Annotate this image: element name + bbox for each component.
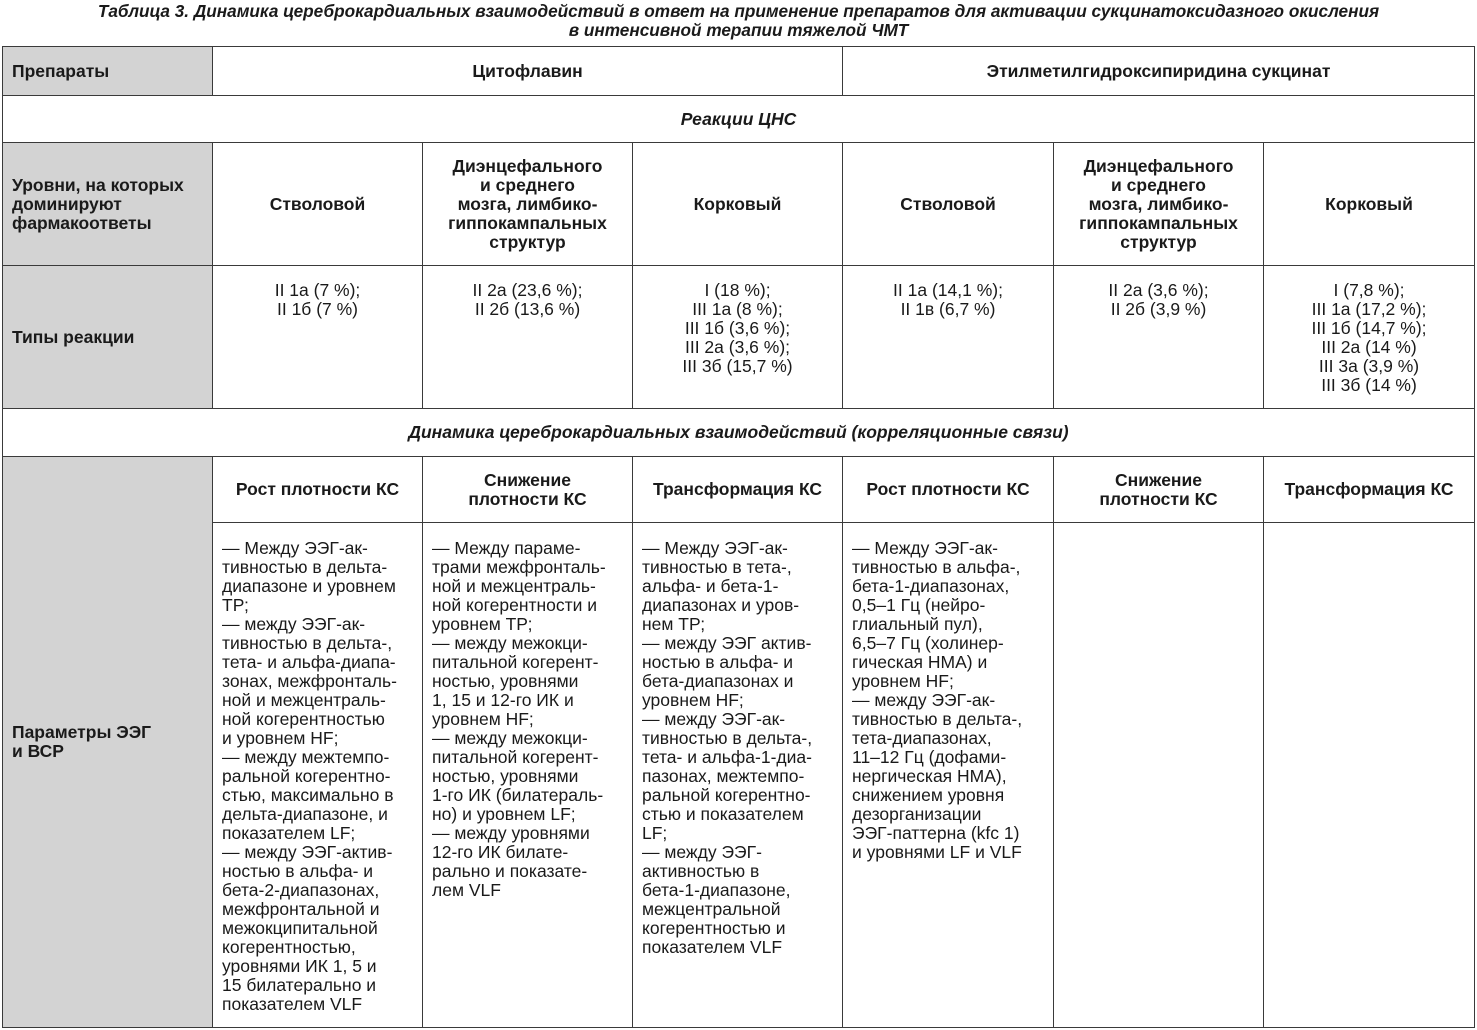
d1-transform-params [633,523,843,1028]
cell-line: — между ЭЭГ- [642,842,762,862]
levels-label [3,143,213,266]
cell-line: I (18 %); [704,280,771,300]
cell-line: ностью, уровнями [432,766,579,786]
cell-line: ной и межцентраль- [432,576,596,596]
cell-line: зонах, межфронталь- [222,671,397,691]
d1-decrease-params [423,523,633,1028]
d1-transform-header: Трансформация КС [633,457,843,523]
caption-line-2: в интенсивной терапии тяжелой ЧМТ [568,20,909,40]
cell-line: — Между ЭЭГ-ак- [222,538,368,558]
row-levels [3,143,1475,266]
cell-line: III 2а (14 %) [1321,337,1417,357]
d2-decrease-header [1054,457,1264,523]
cell-line: и уровнями LF и VLF [852,842,1022,862]
row-params [3,523,1475,1028]
d1-stem-level: Стволовой [213,143,423,266]
cell-line: III 3а (3,9 %) [1318,356,1420,376]
d2-cortex-types [1264,266,1475,409]
level-line: структур [489,231,566,252]
cell-line: 1-го ИК (билатераль- [432,785,604,805]
cell-line: бета-1-диапазоне, [642,880,791,900]
cell-line: 0,5–1 Гц (нейро- [852,595,986,615]
cell-line: 11–12 Гц (дофами- [852,747,1007,767]
cell-line: уровнем HF; [432,709,534,729]
cell-line: бета-1-диапазонах, [852,576,1010,596]
cell-line: тета-диапазонах, [852,728,992,748]
cell-line: ностью, уровнями [432,671,579,691]
cell-line: ностью в альфа- и [642,652,794,672]
cell-line: альфа- и бета-1- [642,576,779,596]
cell-line: тивностью в альфа-, [852,557,1021,577]
cell-line: уровнем HF; [852,671,954,691]
cell-line: — между межокци- [432,728,588,748]
d1-growth-params [213,523,423,1028]
cell-line: показателем VLF [642,937,783,957]
cell-line: ной когерентности и [432,595,598,615]
cell-line: тивностью в тета-, [642,557,792,577]
drug-2-header: Этилметилгидроксипиридина сукцинат [843,47,1475,96]
cell-line: I (7,8 %); [1333,280,1405,300]
cell-line: бета-2-диапазонах, [222,880,380,900]
row-section-cns [3,96,1475,143]
cell-line: уровнем ТР; [432,614,533,634]
cell-line: уровнями ИК 1, 5 и [222,956,377,976]
cell-line: — между уровнями [432,823,590,843]
cell-line: рально и показате- [432,861,588,881]
cell-line: бета-диапазонах и [642,671,794,691]
cell-line: когерентностью, [222,937,356,957]
cell-line: снижением уровня [852,785,1005,805]
cell-line: II 2а (23,6 %); [472,280,583,300]
cell-line: 15 билатерально и [222,975,377,995]
cell-line: II 2б (13,6 %) [474,299,581,319]
cell-line: тета- и альфа-диапа- [222,652,396,672]
level-line: мозга, лимбико- [457,193,598,214]
cell-line: питальной когерент- [432,652,599,672]
cell-line: нергическая НМА), [852,766,1007,786]
cell-line: но) и уровнем LF; [432,804,576,824]
cell-line: — между ЭЭГ-ак- [222,614,366,634]
header-line: Снижение [484,469,571,490]
cell-line: тивностью в дельта- [222,557,388,577]
levels-label-line: фармакоответы [12,212,152,233]
header-line: плотности КС [1099,488,1218,509]
header-line: Снижение [1115,469,1202,490]
level-line: Диэнцефального [452,155,603,176]
d2-growth-header: Рост плотности КС [843,457,1054,523]
cell-line: — между ЭЭГ-ак- [852,690,996,710]
d2-stem-level: Стволовой [843,143,1054,266]
level-line: мозга, лимбико- [1088,193,1229,214]
d2-transform-header: Трансформация КС [1264,457,1475,523]
cell-line: ностью в альфа- и [222,861,374,881]
cell-line: — между ЭЭГ актив- [642,633,812,653]
d2-stem-types [843,266,1054,409]
cell-line: II 2б (3,9 %) [1110,299,1207,319]
cell-line: — Между параме- [432,538,581,558]
d1-growth-header: Рост плотности КС [213,457,423,523]
d1-diencephalic-level [423,143,633,266]
row-params-header [3,457,1475,523]
d1-cortex-level: Корковый [633,143,843,266]
cell-line: III 1б (3,6 %); [684,318,791,338]
cell-line: дельта-диапазоне, и [222,804,388,824]
level-line: и среднего [480,174,575,195]
d2-transform-params [1264,523,1475,1028]
level-line: гиппокампальных [1079,212,1238,233]
cell-line: 6,5–7 Гц (холинер- [852,633,1004,653]
cell-line: II 1а (7 %); [274,280,361,300]
d2-diencephalic-types [1054,266,1264,409]
cell-line: — Между ЭЭГ-ак- [642,538,788,558]
cell-line: показателем VLF [222,994,363,1014]
cell-line: 1, 15 и 12-го ИК и [432,690,574,710]
cell-line: межцентральной [642,899,781,919]
cell-line: — между межтемпо- [222,747,390,767]
level-line: гиппокампальных [448,212,607,233]
cell-line: и уровнем HF; [222,728,339,748]
levels-label-line: доминируют [12,193,122,214]
cell-line: показателем LF; [222,823,356,843]
cell-line: — между межокци- [432,633,588,653]
cell-line: тивностью в дельта-, [642,728,813,748]
cell-line: глиальный пул), [852,614,983,634]
row-drugs [3,47,1475,96]
table-caption [0,0,1477,44]
d2-growth-params [843,523,1054,1028]
d1-stem-types [213,266,423,409]
cell-line: II 2а (3,6 %); [1108,280,1209,300]
cell-line: лем VLF [432,880,501,900]
cell-line: ной когерентностью [222,709,385,729]
cell-line: II 1б (7 %) [276,299,358,319]
cell-line: гическая НМА) и [852,652,988,672]
cell-line: когерентностью и [642,918,786,938]
level-line: структур [1120,231,1197,252]
cell-line: II 1а (14,1 %); [893,280,1003,300]
d1-cortex-types [633,266,843,409]
cell-line: III 3б (14 %) [1321,375,1417,395]
cell-line: — между ЭЭГ-актив- [222,842,393,862]
cell-line: — Между ЭЭГ-ак- [852,538,998,558]
d2-cortex-level: Корковый [1264,143,1475,266]
cell-line: LF; [642,823,668,843]
cell-line: ральной когерентно- [222,766,391,786]
d1-diencephalic-types [423,266,633,409]
cell-line: нем ТР; [642,614,706,634]
cell-line: стью, максимально в [222,785,394,805]
section-cns-reactions: Реакции ЦНС [3,96,1475,143]
cell-line: питальной когерент- [432,747,599,767]
cell-line: дезорганизации [852,804,982,824]
cell-line: III 1а (8 %); [692,299,783,319]
cell-line: тивностью в дельта-, [852,709,1023,729]
level-line: и среднего [1111,174,1206,195]
d2-decrease-params [1054,523,1264,1028]
level-line: Диэнцефального [1083,155,1234,176]
cell-line: стью и показателем [642,804,804,824]
cell-line: межокципитальной [222,918,378,938]
cell-line: ной и межцентраль- [222,690,386,710]
cell-line: III 1а (17,2 %); [1311,299,1427,319]
cell-line: трами межфронталь- [432,557,606,577]
cell-line: III 3б (15,7 %) [682,356,793,376]
params-label [3,457,213,1028]
cell-line: пазонах, межтемпо- [642,766,805,786]
d2-diencephalic-level [1054,143,1264,266]
cell-line: ЭЭГ-паттерна (kfc 1) [852,823,1020,843]
drugs-label: Препараты [3,47,213,96]
drug-1-header: Цитофлавин [213,47,843,96]
cell-line: ТР; [222,595,249,615]
cell-line: — между ЭЭГ-ак- [642,709,786,729]
cell-line: тивностью в дельта-, [222,633,393,653]
row-section-dynamics [3,409,1475,457]
types-label: Типы реакции [3,266,213,409]
cell-line: III 2а (3,6 %); [684,337,791,357]
cell-line: межфронтальной и [222,899,380,919]
caption-line-1: Таблица 3. Динамика цереброкардиальных взаимодействий в ответ на применение препаратов для активации сукцинатоксидазного окисления [97,1,1380,21]
header-line: плотности КС [468,488,587,509]
cell-line: диапазоне и уровнем [222,576,396,596]
params-label-line: и ВСР [12,741,64,761]
cell-line: ральной когерентно- [642,785,811,805]
data-table [2,46,1475,1028]
section-dynamics: Динамика цереброкардиальных взаимодействий (корреляционные связи) [3,409,1475,457]
row-types [3,266,1475,409]
levels-label-line: Уровни, на которых [12,174,184,195]
cell-line: активностью в [642,861,760,881]
cell-line: 12-го ИК билате- [432,842,569,862]
d1-decrease-header [423,457,633,523]
cell-line: III 1б (14,7 %); [1311,318,1427,338]
params-label-line: Параметры ЭЭГ [12,722,152,742]
cell-line: II 1в (6,7 %) [900,299,996,319]
cell-line: диапазонах и уров- [642,595,800,615]
cell-line: уровнем HF; [642,690,744,710]
cell-line: тета- и альфа-1-диа- [642,747,812,767]
